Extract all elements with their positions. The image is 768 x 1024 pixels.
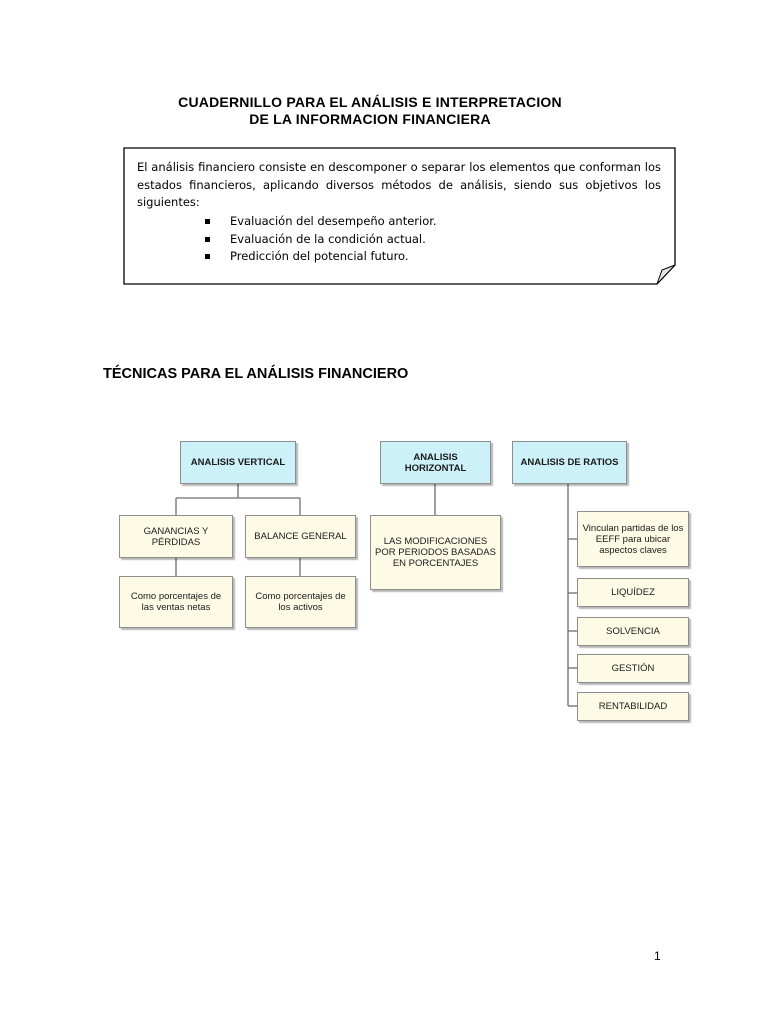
objective-item: Evaluación de la condición actual.	[205, 231, 437, 249]
modificaciones-box: LAS MODIFICACIONES POR PERIODOS BASADAS EN PORCENTAJES	[370, 515, 501, 590]
rentabilidad-box: RENTABILIDAD	[577, 692, 689, 721]
activos-detail-box: Como porcentajes de los activos	[245, 576, 356, 628]
analisis-horizontal-box: ANALISIS HORIZONTAL	[380, 441, 491, 484]
document-title-line-1: CUADERNILLO PARA EL ANÁLISIS E INTERPRETACION	[178, 94, 562, 110]
intro-note-box	[123, 147, 676, 285]
section-title: TÉCNICAS PARA EL ANÁLISIS FINANCIERO	[103, 366, 409, 382]
objective-item: Predicción del potencial futuro.	[205, 248, 437, 266]
document-title-line-2: DE LA INFORMACION FINANCIERA	[249, 111, 491, 127]
balance-general-box: BALANCE GENERAL	[245, 515, 356, 558]
intro-paragraph: El análisis financiero consiste en descomponer o separar los elementos que conforman los estados financieros, aplicando diversos métodos de análisis, siendo sus objetivos los siguientes:	[137, 160, 661, 209]
analisis-ratios-box: ANALISIS DE RATIOS	[512, 441, 627, 484]
gestion-box: GESTIÓN	[577, 654, 689, 683]
ganancias-perdidas-box: GANANCIAS Y PÉRDIDAS	[119, 515, 233, 558]
analisis-vertical-box: ANALISIS VERTICAL	[180, 441, 296, 484]
page-number: 1	[654, 949, 661, 963]
solvencia-box: SOLVENCIA	[577, 617, 689, 646]
liquidez-box: LIQUÍDEZ	[577, 578, 689, 607]
ventas-netas-detail-box: Como porcentajes de las ventas netas	[119, 576, 233, 628]
vinculan-partidas-box: Vinculan partidas de los EEFF para ubicar aspectos claves	[577, 511, 689, 567]
objectives-list	[205, 213, 437, 266]
objective-item: Evaluación del desempeño anterior.	[205, 213, 437, 231]
